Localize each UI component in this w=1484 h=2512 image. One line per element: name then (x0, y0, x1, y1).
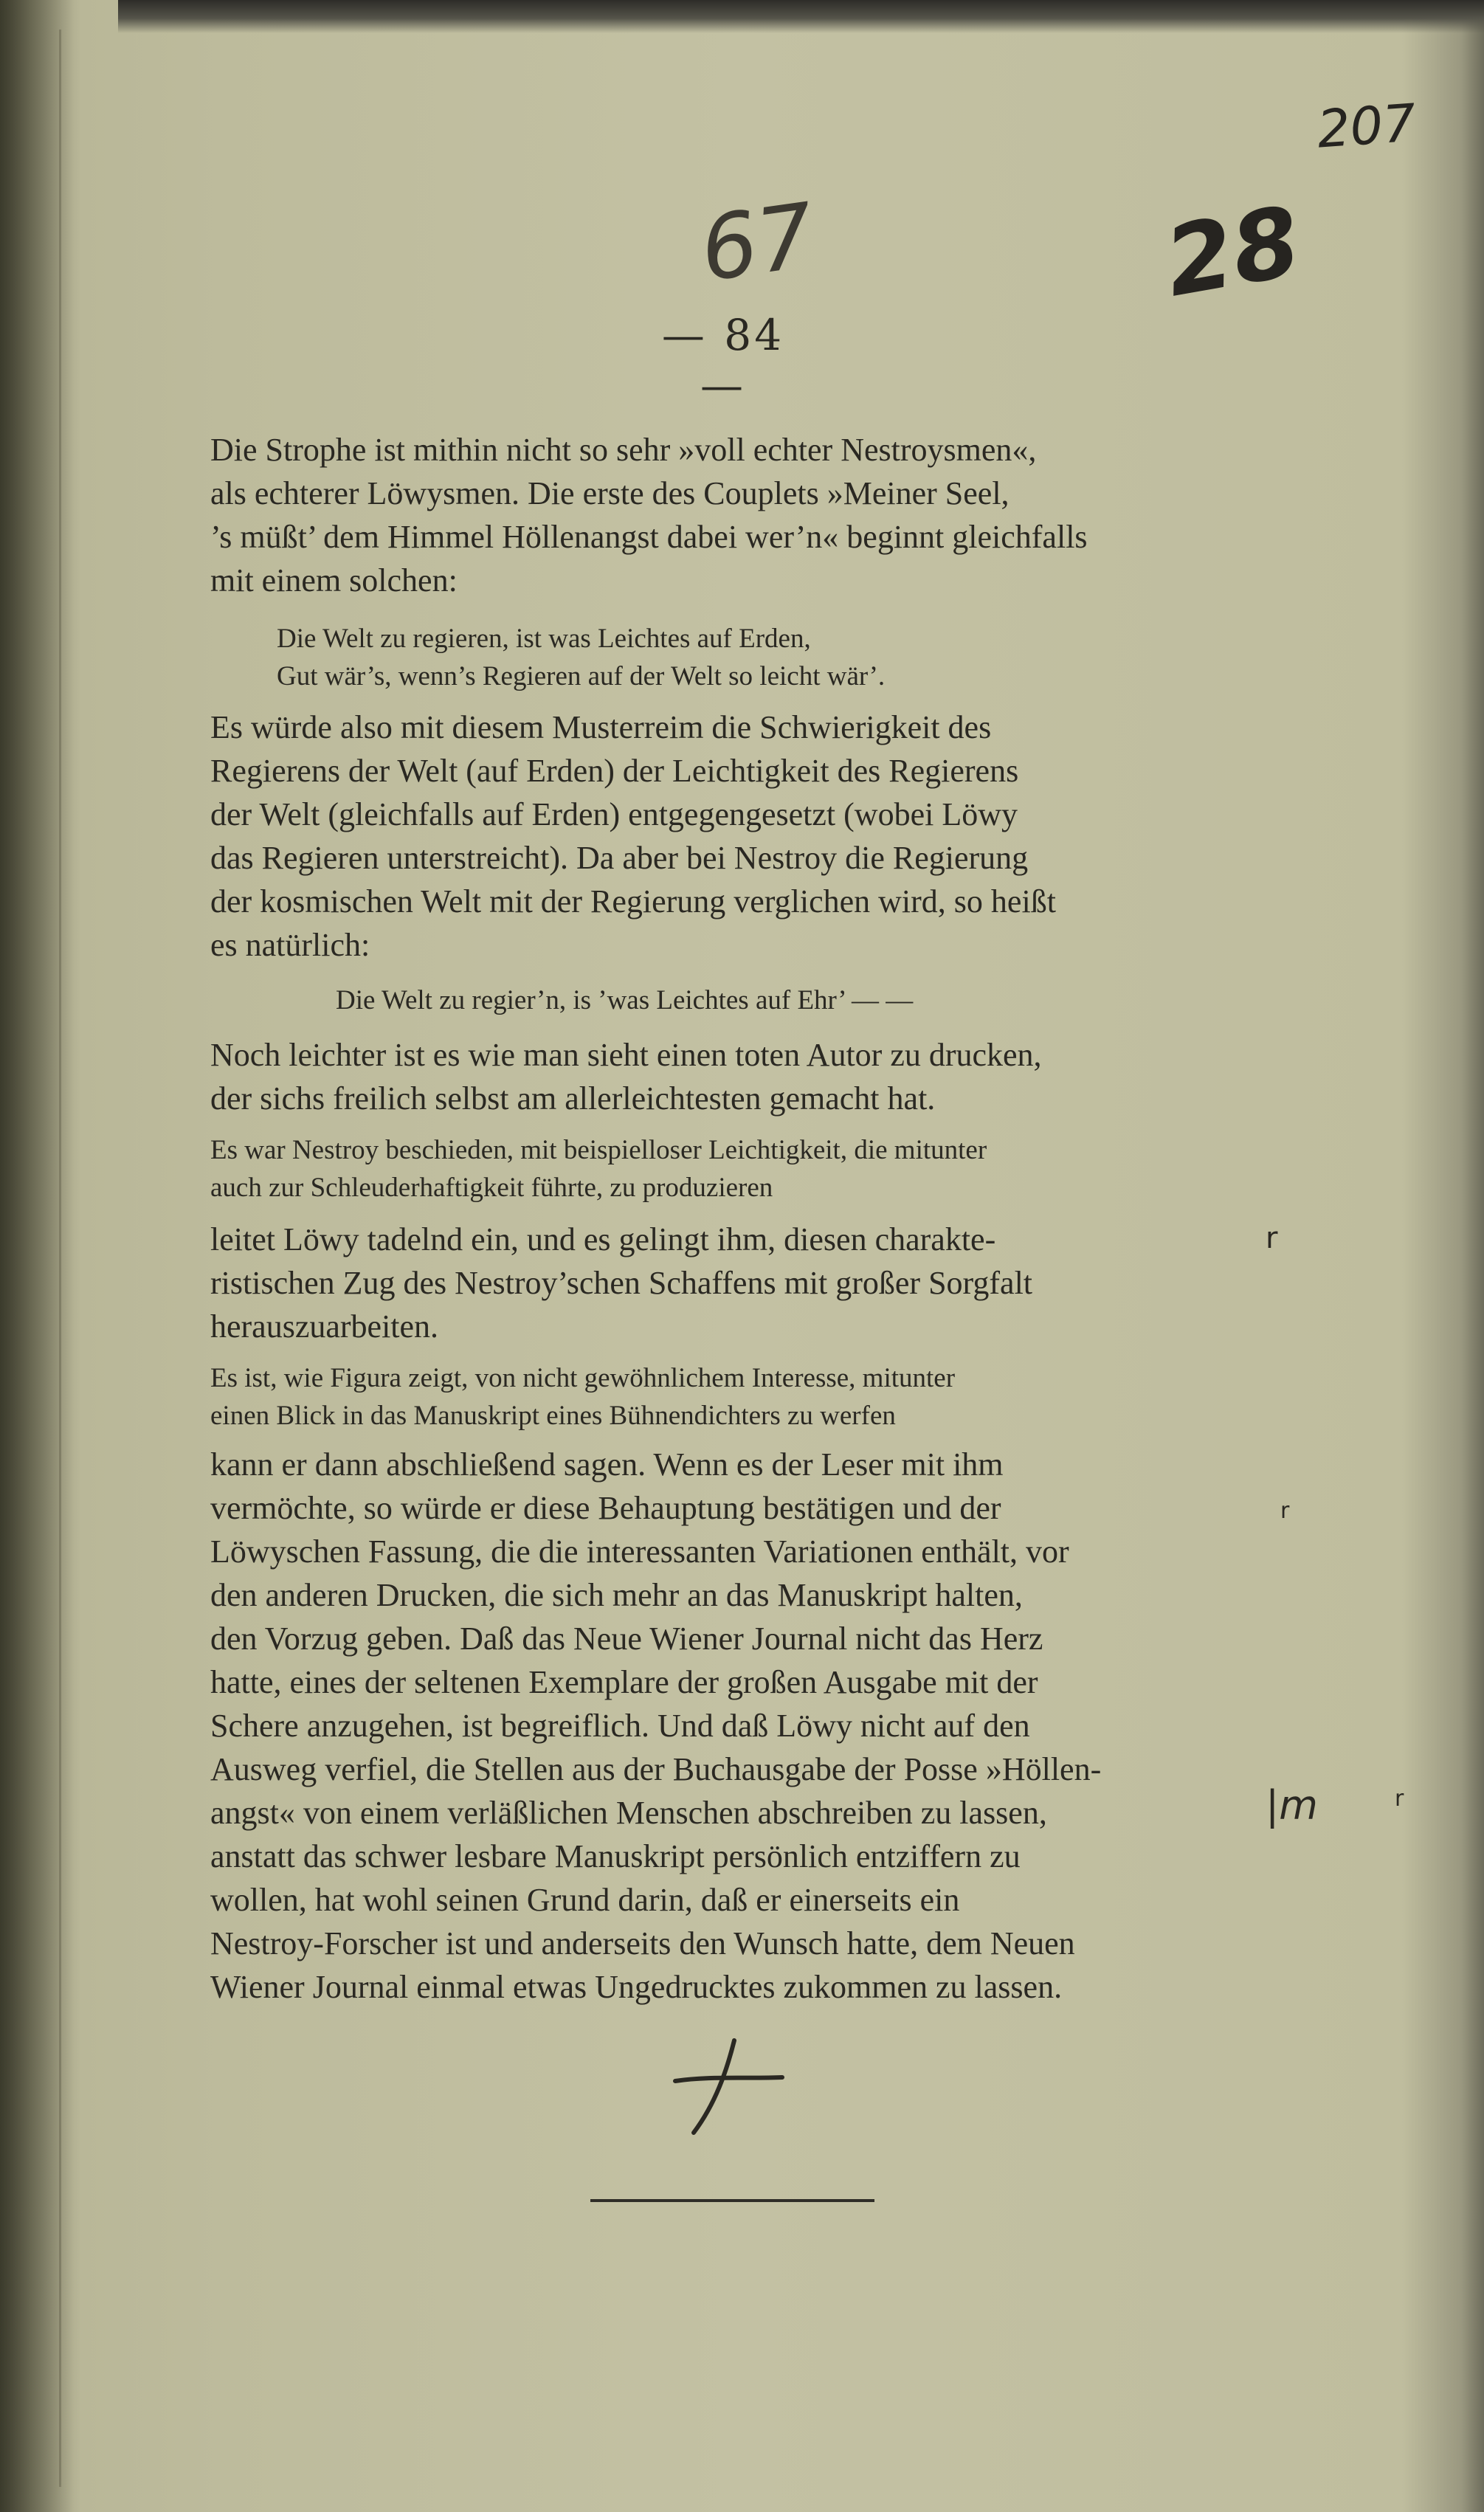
text-line: ristischen Zug des Nestroy’schen Schaffens mit großer Sorgfalt (210, 1265, 1033, 1301)
margin-mark: r (1266, 1221, 1278, 1255)
text-line: Ausweg verfiel, die Stellen aus der Buchausgabe der Posse »Höllen- (210, 1751, 1102, 1787)
block-quote-2 (210, 1359, 1236, 1435)
verse-line: Die Welt zu regier’n, is ’was Leichtes auf Ehr’ — — (336, 985, 914, 1015)
paragraph-5 (210, 1443, 1236, 2009)
text-line: mit einem solchen: (210, 562, 458, 598)
text-line: herauszuarbeiten. (210, 1308, 439, 1345)
verse-line: Die Welt zu regieren, ist was Leichtes auf Erden, (277, 624, 811, 654)
page-number: — 84 — (661, 310, 785, 410)
top-edge (118, 0, 1484, 33)
text-line: den anderen Drucken, die sich mehr an das Manuskript halten, (210, 1577, 1023, 1613)
text-line: es natürlich: (210, 927, 370, 963)
verse-line: Gut wär’s, wenn’s Regieren auf der Welt so leicht wär’. (277, 661, 886, 691)
block-quote-1 (210, 1131, 1236, 1207)
quote-line: einen Blick in das Manuskript eines Bühnendichters zu werfen (210, 1401, 896, 1431)
quote-line: auch zur Schleuderhaftigkeit führte, zu produzieren (210, 1173, 773, 1203)
text-line: Schere anzugehen, ist begreiflich. Und daß Löwy nicht auf den (210, 1708, 1030, 1744)
text-line: hatte, eines der seltenen Exemplare der großen Ausgabe mit der (210, 1664, 1038, 1700)
paragraph-3 (210, 1033, 1236, 1120)
paragraph-2 (210, 705, 1236, 967)
text-line: Wiener Journal einmal etwas Ungedrucktes zukommen zu lassen. (210, 1969, 1063, 2005)
text-line: als echterer Löwysmen. Die erste des Couplets »Meiner Seel, (210, 475, 1010, 511)
paragraph-1 (210, 428, 1236, 602)
text-line: leitet Löwy tadelnd ein, und es gelingt ihm, diesen charakte- (210, 1221, 996, 1257)
text-line: anstatt das schwer lesbare Manuskript persönlich entziffern zu (210, 1838, 1021, 1874)
text-line: kann er dann abschließend sagen. Wenn es der Leser mit ihm (210, 1446, 1004, 1483)
quote-line: Es ist, wie Figura zeigt, von nicht gewöhnlichem Interesse, mitunter (210, 1363, 956, 1393)
text-line: Regierens der Welt (auf Erden) der Leichtigkeit des Regierens (210, 753, 1019, 789)
text-line: den Vorzug geben. Daß das Neue Wiener Journal nicht das Herz (210, 1621, 1043, 1657)
handwritten-end-mark (664, 2033, 790, 2144)
text-line: Löwyschen Fassung, die die interessanten Variationen enthält, vor (210, 1533, 1069, 1570)
text-line: Noch leichter ist es wie man sieht einen toten Autor zu drucken, (210, 1037, 1042, 1073)
text-line: vermöchte, so würde er diese Behauptung bestätigen und der (210, 1490, 1001, 1526)
text-line: Es würde also mit diesem Musterreim die Schwierigkeit des (210, 709, 992, 745)
verse-quote-1 (210, 620, 1236, 695)
margin-mark: |m (1266, 1782, 1318, 1829)
text-line: der kosmischen Welt mit der Regierung verglichen wird, so heißt (210, 883, 1056, 919)
paragraph-4 (210, 1218, 1236, 1348)
text-line: Die Strophe ist mithin nicht so sehr »voll echter Nestroysmen«, (210, 432, 1037, 468)
margin-mark: r (1395, 1786, 1404, 1812)
handwritten-folio: 207 (1315, 92, 1418, 160)
closing-rule (590, 2199, 874, 2202)
quote-line: Es war Nestroy beschieden, mit beispielloser Leichtigkeit, die mitunter (210, 1135, 987, 1165)
handwritten-old-number: 67 (694, 184, 821, 302)
margin-mark: r (1280, 1498, 1290, 1524)
text-line: wollen, hat wohl seinen Grund darin, daß er einerseits ein (210, 1882, 960, 1918)
handwritten-signature-number: 28 (1157, 184, 1308, 319)
text-line: angst« von einem verläßlichen Menschen abschreiben zu lassen, (210, 1795, 1047, 1831)
text-line: der sichs freilich selbst am allerleichtesten gemacht hat. (210, 1080, 936, 1117)
text-line: Nestroy-Forscher ist und anderseits den Wunsch hatte, dem Neuen (210, 1925, 1075, 1961)
text-line: der Welt (gleichfalls auf Erden) entgegengesetzt (wobei Löwy (210, 796, 1018, 832)
text-line: das Regieren unterstreicht). Da aber bei Nestroy die Regierung (210, 840, 1029, 876)
text-line: ’s müßt’ dem Himmel Höllenangst dabei wer’n« beginnt gleichfalls (210, 519, 1088, 555)
verse-quote-2 (210, 981, 1236, 1019)
